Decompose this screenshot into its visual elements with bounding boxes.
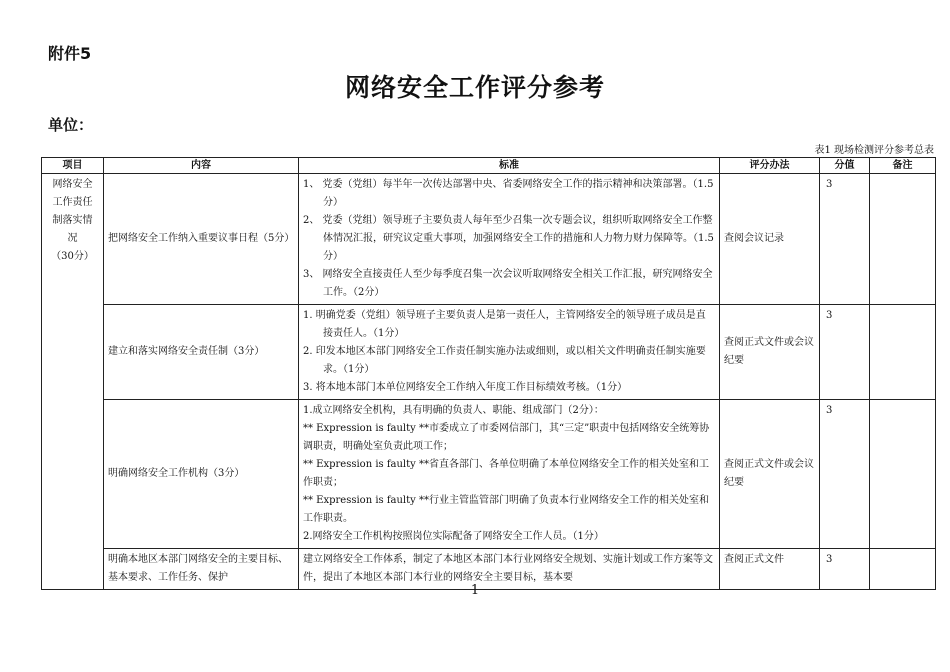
content-cell: 明确本地区本部门网络安全的主要目标、基本要求、工作任务、保护 [104, 549, 299, 590]
page-number: 1 [470, 583, 480, 598]
document-title: 网络安全工作评分参考 [344, 73, 605, 102]
table-row [42, 174, 936, 305]
project-line: 制落实情 [52, 215, 93, 226]
project-line: 网络安全 [52, 179, 93, 190]
method-cell: 查阅正式文件 [720, 549, 820, 590]
standard-cell [299, 305, 720, 400]
score-cell: 3 [820, 174, 870, 305]
standard-item: ** Expression is faulty **市委成立了市委网信部门，其“三定”职责中包括网络安全统筹协调职责，明确处室负责此项工作； [303, 423, 710, 452]
method-cell: 查阅正式文件或会议纪要 [720, 400, 820, 549]
header-project: 项目 [42, 158, 104, 174]
header-method: 评分办法 [720, 158, 820, 174]
standard-item: 3. 将本地本部门本单位网络安全工作纳入年度工作目标绩效考核。（1分） [303, 382, 628, 393]
project-line: 况 [67, 233, 78, 244]
unit-label: 单位： [48, 116, 94, 134]
table-caption: 表1 现场检测评分参考总表 [814, 145, 934, 156]
standard-item: ** Expression is faulty **省直各部门、各单位明确了本单位网络安全工作的相关处室和工作职责； [303, 459, 709, 488]
content-cell: 建立和落实网络安全责任制（3分） [104, 305, 299, 400]
table-header-row [42, 158, 936, 174]
remark-cell [870, 305, 936, 400]
standard-item: 1、 党委（党组）每半年一次传达部署中央、省委网络安全工作的指示精神和决策部署。（1.5分） [303, 179, 714, 208]
standard-item: 2、 党委（党组）领导班子主要负责人每年至少召集一次专题会议，组织听取网络安全工作整体情况汇报，研究议定重大事项，加强网络安全工作的措施和人力物力财力保障等。（1.5分） [303, 215, 714, 262]
header-standard: 标准 [299, 158, 720, 174]
score-cell: 3 [820, 400, 870, 549]
remark-cell [870, 400, 936, 549]
standard-item: 1. 明确党委（党组）领导班子主要负责人是第一责任人，主管网络安全的领导班子成员是直接责任人。（1分） [303, 310, 706, 339]
project-line: （30分） [51, 251, 94, 262]
project-line: 工作责任 [52, 197, 93, 208]
standard-item: 1.成立网络安全机构，具有明确的负责人、职能、组成部门（2分）： [303, 405, 604, 416]
standard-cell [299, 400, 720, 549]
header-content: 内容 [104, 158, 299, 174]
header-score: 分值 [820, 158, 870, 174]
remark-cell [870, 174, 936, 305]
scoring-table [41, 157, 936, 590]
header-remark: 备注 [870, 158, 936, 174]
table-row [42, 400, 936, 549]
method-cell: 查阅会议记录 [720, 174, 820, 305]
score-cell: 3 [820, 549, 870, 590]
project-cell [42, 174, 104, 590]
attachment-label: 附件5 [48, 44, 92, 63]
standard-cell [299, 174, 720, 305]
standard-item: 建立网络安全工作体系，制定了本地区本部门本行业网络安全规划、实施计划或工作方案等文件，提出了本地区本部门本行业的网络安全主要目标，基本要 [303, 554, 713, 583]
standard-item: 2.网络安全工作机构按照岗位实际配备了网络安全工作人员。（1分） [303, 531, 604, 542]
standard-item: ** Expression is faulty **行业主管监管部门明确了负责本行业网络安全工作的相关处室和工作职责。 [303, 495, 709, 524]
scoring-table-container [41, 157, 935, 583]
standard-item: 2. 印发本地区本部门网络安全工作责任制实施办法或细则，或以相关文件明确责任制实施要求。（1分） [303, 346, 706, 375]
content-cell: 把网络安全工作纳入重要议事日程（5分） [104, 174, 299, 305]
method-cell: 查阅正式文件或会议纪要 [720, 305, 820, 400]
score-cell: 3 [820, 305, 870, 400]
content-cell: 明确网络安全工作机构（3分） [104, 400, 299, 549]
standard-item: 3、 网络安全直接责任人至少每季度召集一次会议听取网络安全相关工作汇报，研究网络安全工作。（2分） [303, 269, 713, 298]
table-row [42, 305, 936, 400]
